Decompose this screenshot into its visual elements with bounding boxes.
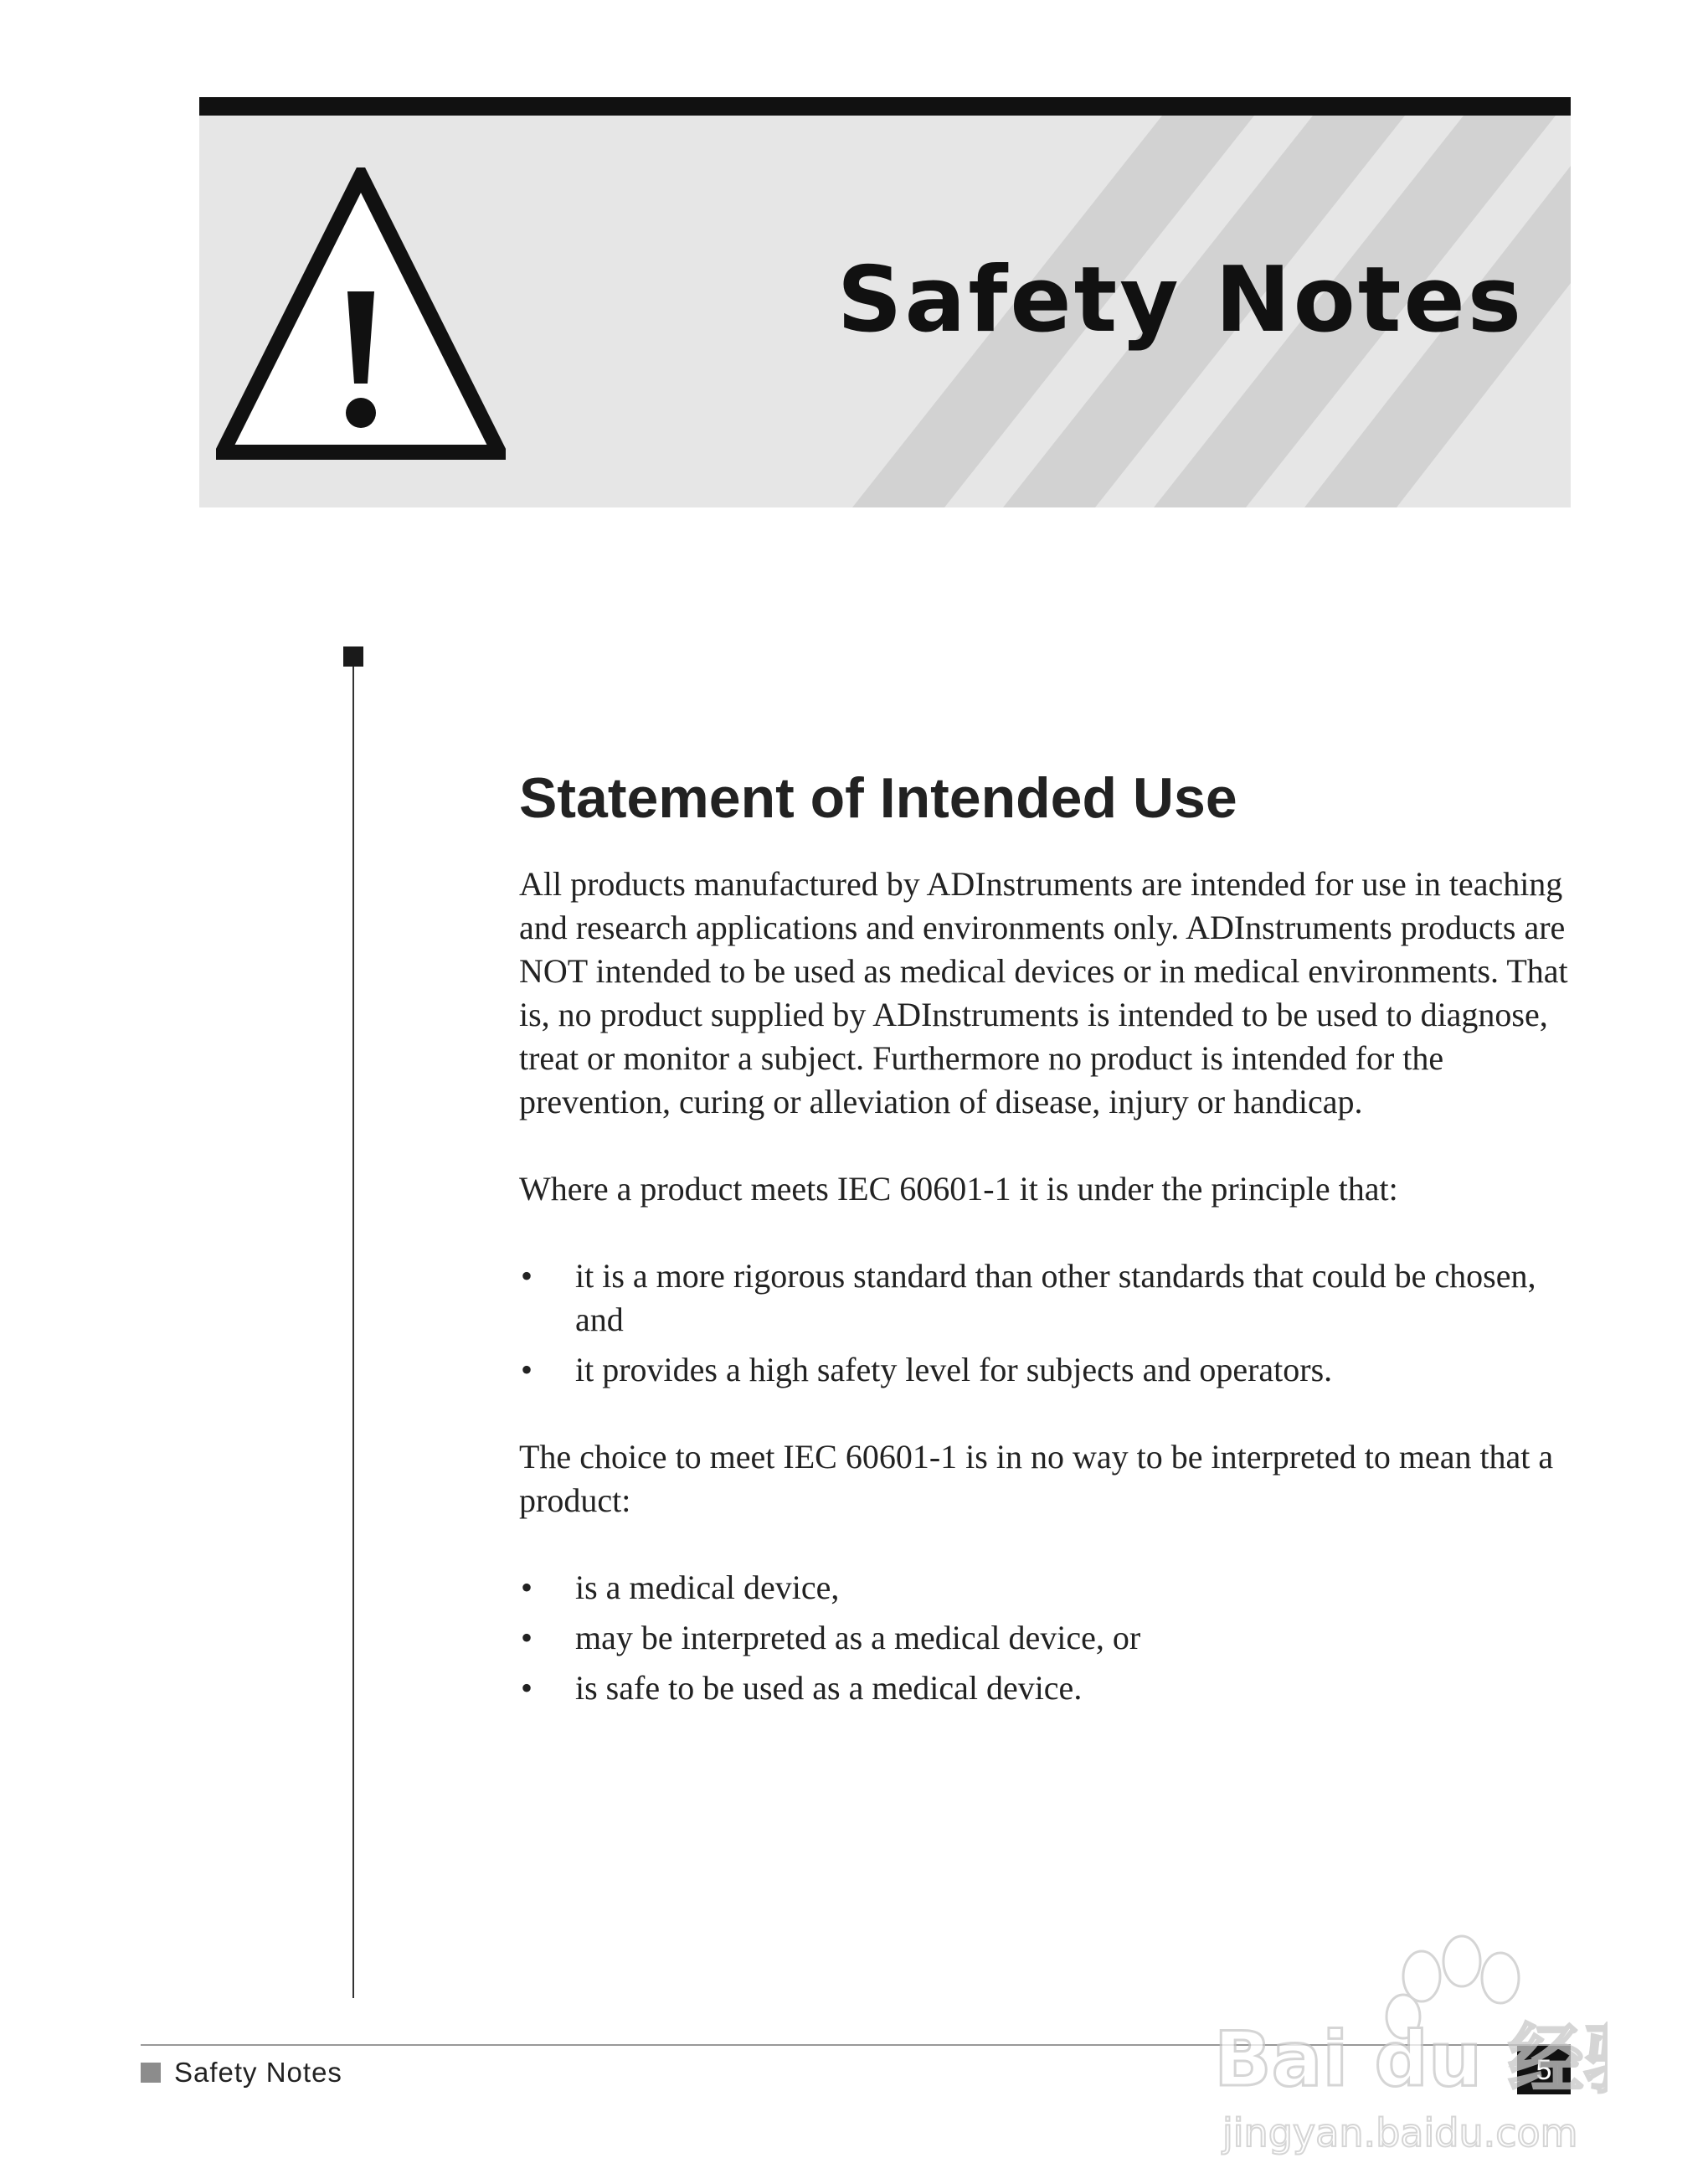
bullet-icon: • xyxy=(521,1568,533,1606)
principle-list xyxy=(519,1254,1582,1392)
list-item: • it is a more rigorous standard than other standards that could be chosen, and xyxy=(519,1254,1582,1342)
chapter-title: Safety Notes xyxy=(836,248,1524,353)
footer-label: Safety Notes xyxy=(174,2057,342,2088)
paragraph-intended-use: All products manufactured by ADInstruments are intended for use in teaching and research applications and environments only. ADInstruments products are NOT intended to be used as medical devices or in medical environments. That is, no product supplied by ADInstruments is intended to be used to diagnose, treat or monitor a subject. Furthermore no product is intended for the prevention, curing or alleviation of disease, injury or handicap. xyxy=(519,865,1568,1120)
paragraph-choice: The choice to meet IEC 60601-1 is in no way to be interpreted to mean that a product: xyxy=(519,1438,1554,1519)
list-item: • is safe to be used as a medical device. xyxy=(519,1666,1582,1710)
baidu-watermark xyxy=(1206,1918,1608,2156)
section-body xyxy=(519,863,1582,1754)
list-item: • may be interpreted as a medical device, or xyxy=(519,1616,1582,1660)
watermark-logo-text: Bai du 经 xyxy=(1214,2016,1584,2104)
bullet-icon: • xyxy=(521,1619,533,1656)
warning-triangle-icon xyxy=(216,167,506,462)
list-item: • it provides a high safety level for subjects and operators. xyxy=(519,1348,1582,1392)
section-heading: Statement of Intended Use xyxy=(519,766,1237,830)
watermark-url: jingyan.baidu.com xyxy=(1222,2110,1578,2156)
paragraph-iec-principle: Where a product meets IEC 60601-1 it is under the principle that: xyxy=(519,1170,1398,1208)
margin-marker-square xyxy=(343,646,363,667)
footer-square-icon xyxy=(141,2063,161,2083)
baidu-paw-logo-icon xyxy=(1206,1918,1608,2110)
header-top-bar xyxy=(199,97,1571,116)
medical-device-list xyxy=(519,1566,1582,1710)
list-item: • is a medical device, xyxy=(519,1566,1582,1610)
bullet-icon: • xyxy=(521,1351,533,1388)
margin-vertical-rule xyxy=(352,667,354,1998)
bullet-icon: • xyxy=(521,1257,533,1295)
bullet-icon: • xyxy=(521,1669,533,1707)
page-number: 5 xyxy=(1517,2046,1571,2094)
